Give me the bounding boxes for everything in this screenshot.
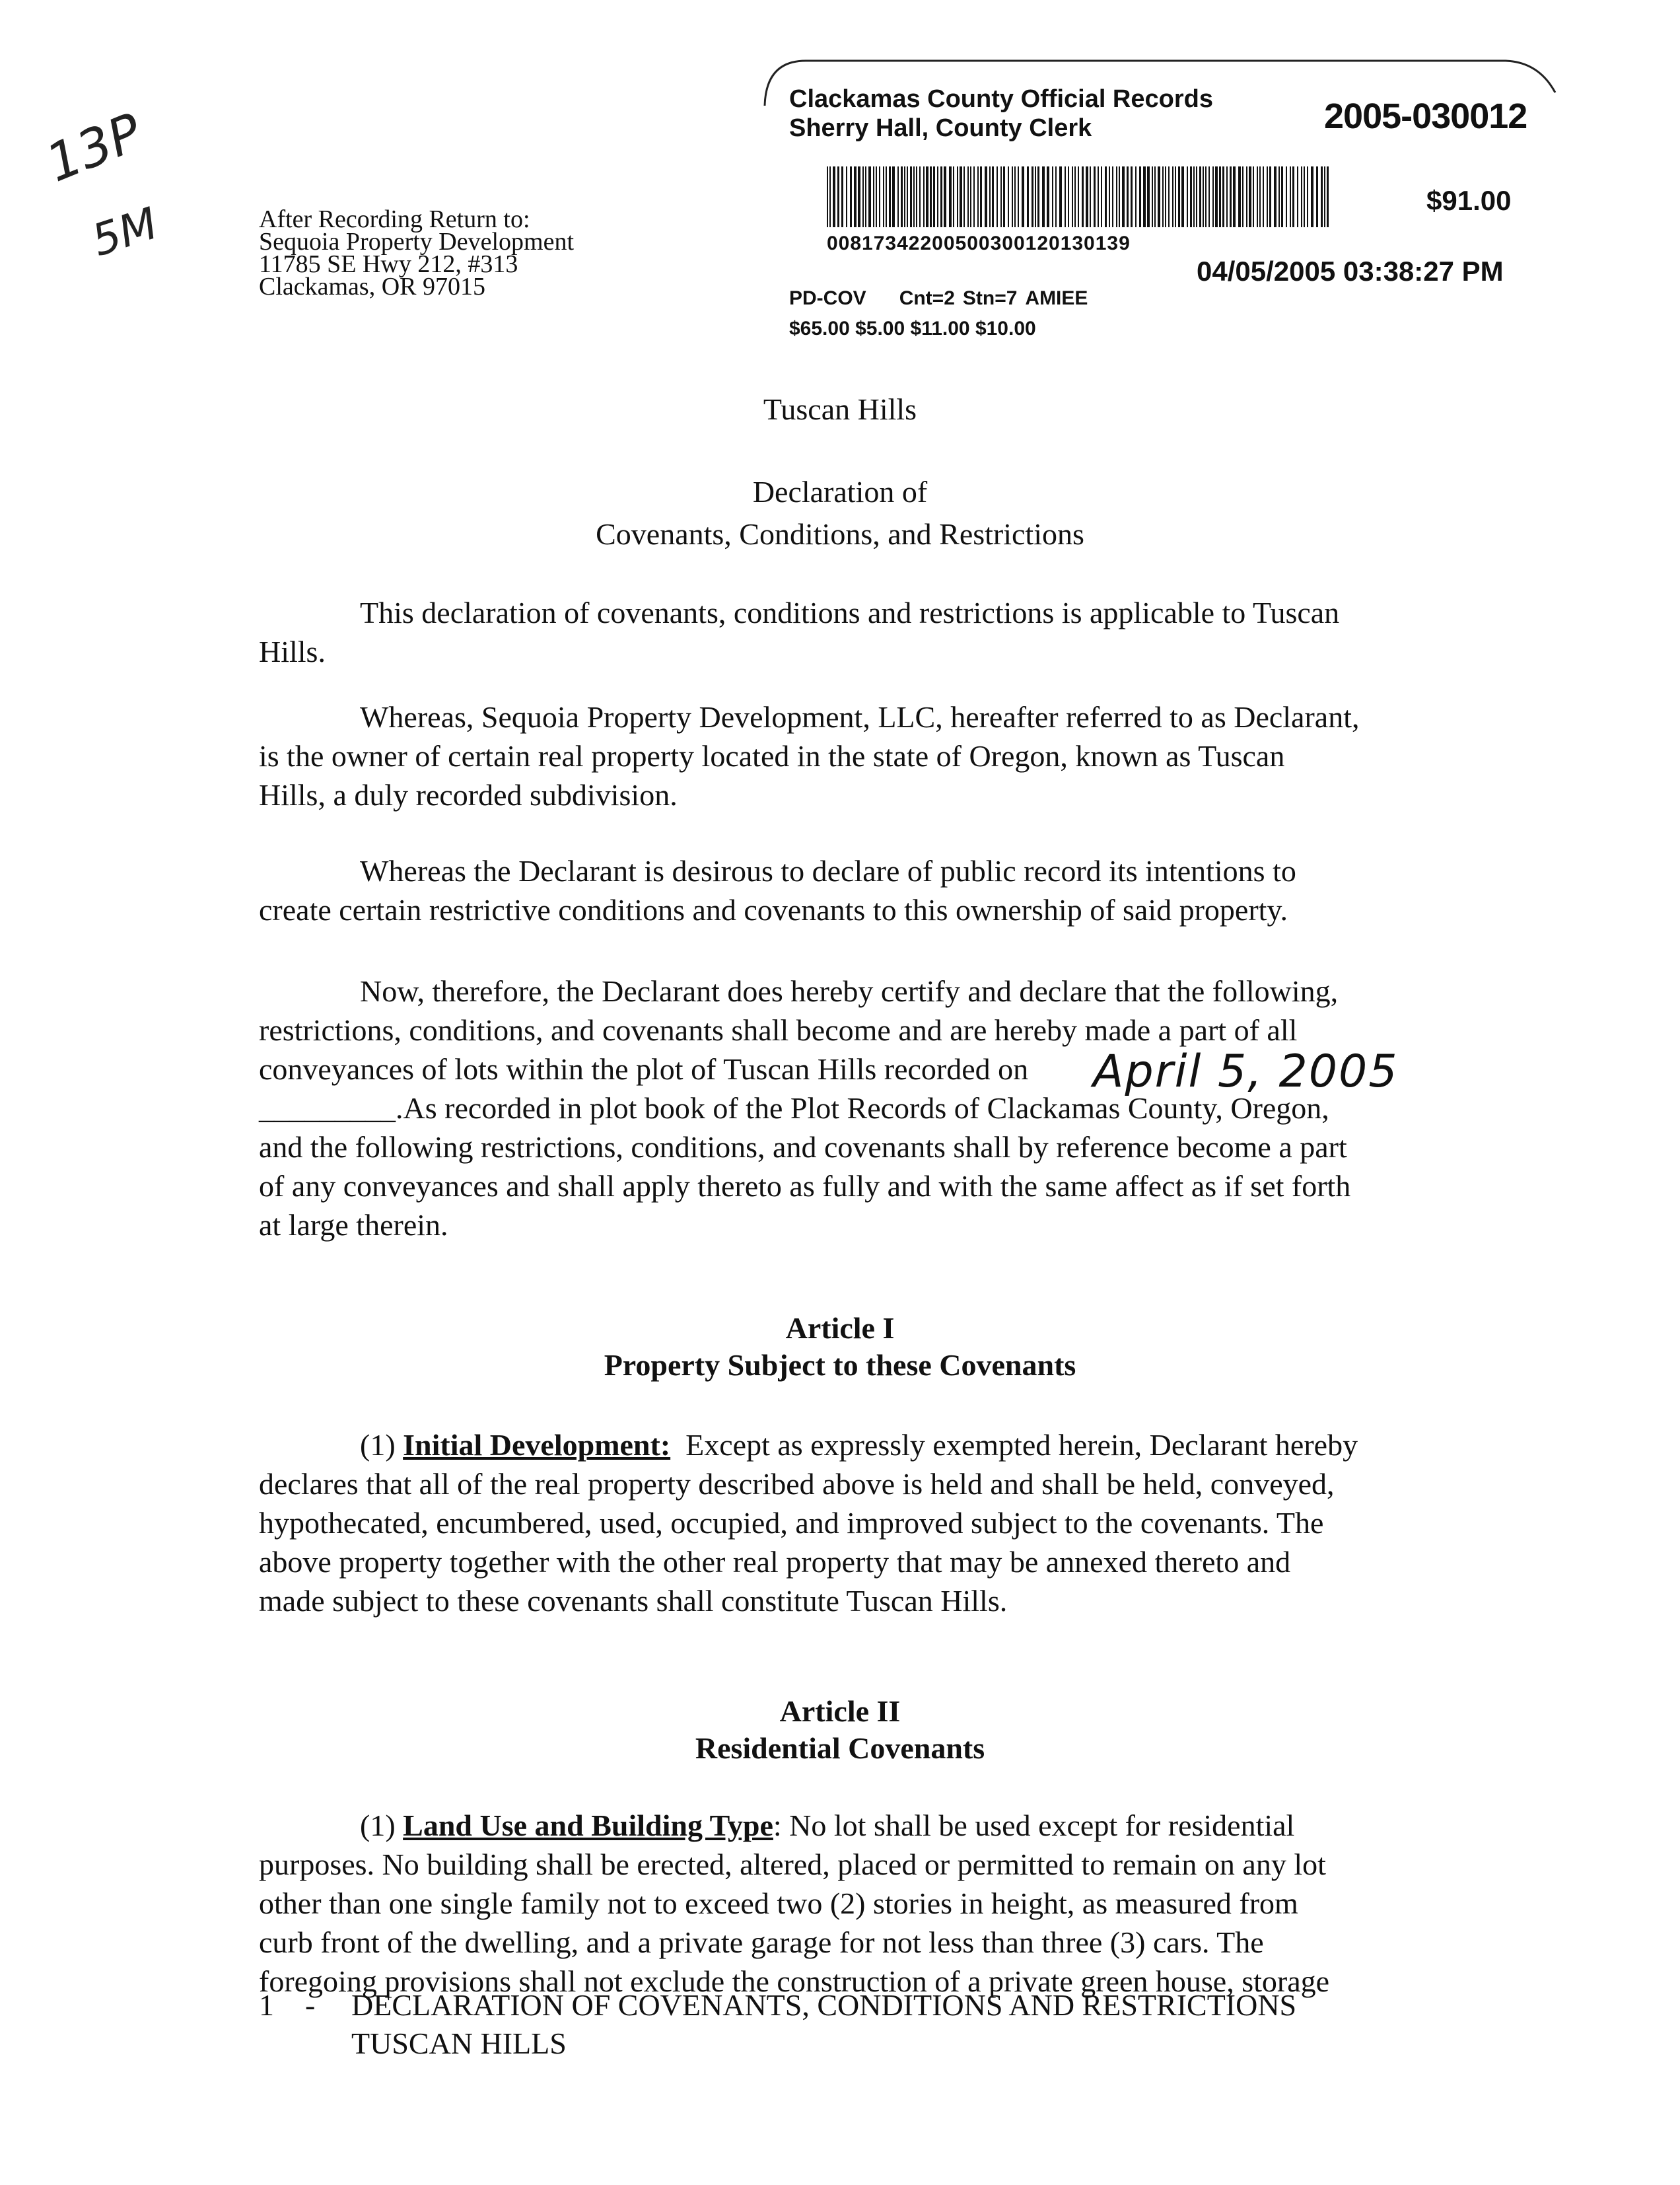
article-1-section-1: [259, 1425, 1421, 1620]
article-2-title: Residential Covenants: [695, 1731, 985, 1765]
paragraph-line: hypothecated, encumbered, used, occupied, and improved subject to the covenants. The: [259, 1506, 1324, 1540]
paragraph-declaration: [259, 972, 1421, 1244]
paragraph-line: Whereas the Declarant is desirous to declare of public record its intentions to: [360, 854, 1296, 888]
section-text: Except as expressly exempted herein, Declarant hereby: [685, 1428, 1358, 1462]
paragraph-line: _________.As recorded in plot book of the Plot Records of Clackamas County, Oregon,: [259, 1091, 1329, 1125]
paragraph-line: create certain restrictive conditions and covenants to this ownership of said property.: [259, 893, 1288, 927]
return-address-line1: Sequoia Property Development: [259, 228, 575, 256]
recording-clerk-name: Sherry Hall, County Clerk: [789, 114, 1092, 142]
footer-text: [351, 1986, 1296, 2063]
recording-doc-type: PD-COV: [789, 287, 866, 309]
paragraph-line: above property together with the other real property that may be annexed thereto and: [259, 1545, 1291, 1579]
return-address-block: [259, 205, 575, 301]
recording-code-line: [789, 287, 1121, 310]
article-2-heading: [0, 1693, 1680, 1767]
paragraph-line: of any conveyances and shall apply thereto as fully and with the same affect as if set forth: [259, 1169, 1351, 1203]
paragraph-line: [259, 1425, 1421, 1464]
declaration-heading-line2: Covenants, Conditions, and Restrictions: [596, 517, 1084, 551]
paragraph-line: foregoing provisions shall not exclude the construction of a private green house, storage: [259, 1964, 1330, 1998]
recording-datetime: 04/05/2005 03:38:27 PM: [1197, 256, 1504, 287]
paragraph-line: purposes. No building shall be erected, altered, placed or permitted to remain on any lot: [259, 1847, 1326, 1881]
paragraph-declarant-intent: [259, 851, 1421, 929]
paragraph-line: is the owner of certain real property located in the state of Oregon, known as Tuscan: [259, 739, 1285, 773]
recording-office: [789, 85, 1213, 143]
handwritten-recording-date: April 5, 2005: [1093, 1046, 1399, 1098]
section-title-initial-development: Initial Development:: [403, 1428, 671, 1462]
paragraph-line: declares that all of the real property described above is held and shall be held, conveyed,: [259, 1467, 1335, 1501]
article-1-heading: [0, 1310, 1680, 1384]
paragraph-line: curb front of the dwelling, and a private garage for not less than three (3) cars. The: [259, 1925, 1264, 1959]
paragraph-line: restrictions, conditions, and covenants shall become and are hereby made a part of all: [259, 1013, 1298, 1047]
return-address-line3: Clackamas, OR 97015: [259, 273, 486, 301]
footer-dash: -: [305, 1988, 316, 2022]
article-1-number: Article I: [785, 1311, 895, 1345]
barcode-image: [827, 166, 1335, 230]
footer-line2: TUSCAN HILLS: [351, 2026, 567, 2060]
declaration-heading-line1: Declaration of: [752, 475, 928, 509]
return-address-line2: 11785 SE Hwy 212, #313: [259, 250, 518, 278]
paragraph-line: conveyances of lots within the plot of Tuscan Hills recorded on: [259, 1052, 1029, 1086]
recording-number: 2005-030012: [1324, 96, 1527, 136]
declaration-heading: [0, 471, 1680, 555]
barcode-digits: 00817342200500300120130139: [827, 233, 1131, 254]
return-address-heading: After Recording Return to:: [259, 205, 530, 233]
recording-clerk-id: AMIEE: [1025, 287, 1088, 309]
recording-count: Cnt=2: [899, 287, 955, 309]
paragraph-line: and the following restrictions, conditions, and covenants shall by reference become a part: [259, 1130, 1347, 1164]
margin-note-page-count: 13P: [38, 102, 151, 194]
paragraph-line: Now, therefore, the Declarant does hereby certify and declare that the following,: [360, 974, 1339, 1008]
article-1-title: Property Subject to these Covenants: [604, 1348, 1076, 1382]
recording-station: Stn=7: [962, 287, 1018, 309]
article-2-section-1: [259, 1806, 1421, 2001]
page-number: 1: [259, 1988, 274, 2022]
paragraph-line: This declaration of covenants, conditions and restrictions is applicable to Tuscan: [360, 596, 1340, 629]
recording-fee-total: $91.00: [1426, 185, 1512, 216]
paragraph-applicability: [259, 593, 1421, 671]
paragraph-line: Hills, a duly recorded subdivision.: [259, 778, 678, 812]
footer-line1: DECLARATION OF COVENANTS, CONDITIONS AND RESTRICTIONS: [351, 1988, 1297, 2022]
section-title-land-use: Land Use and Building Type: [403, 1809, 773, 1842]
article-2-number: Article II: [779, 1694, 901, 1728]
document-title: Tuscan Hills: [763, 392, 917, 426]
paragraph-declarant-owner: [259, 698, 1421, 814]
margin-note-initials: 5M: [86, 197, 164, 267]
section-text: : No lot shall be used except for residential: [773, 1809, 1295, 1842]
paragraph-line: made subject to these covenants shall constitute Tuscan Hills.: [259, 1584, 1008, 1618]
recording-office-name: Clackamas County Official Records: [789, 85, 1213, 113]
page-footer: [259, 1986, 1296, 2063]
paragraph-line: at large therein.: [259, 1208, 448, 1242]
recording-fee-breakdown: $65.00 $5.00 $11.00 $10.00: [789, 318, 1036, 340]
paragraph-line: Hills.: [259, 635, 326, 668]
section-number: (1): [360, 1428, 396, 1462]
section-number: (1): [360, 1809, 396, 1842]
paragraph-line: [259, 1806, 1421, 1845]
paragraph-line: other than one single family not to exceed two (2) stories in height, as measured from: [259, 1886, 1298, 1920]
paragraph-line: Whereas, Sequoia Property Development, LLC, hereafter referred to as Declarant,: [360, 700, 1360, 734]
